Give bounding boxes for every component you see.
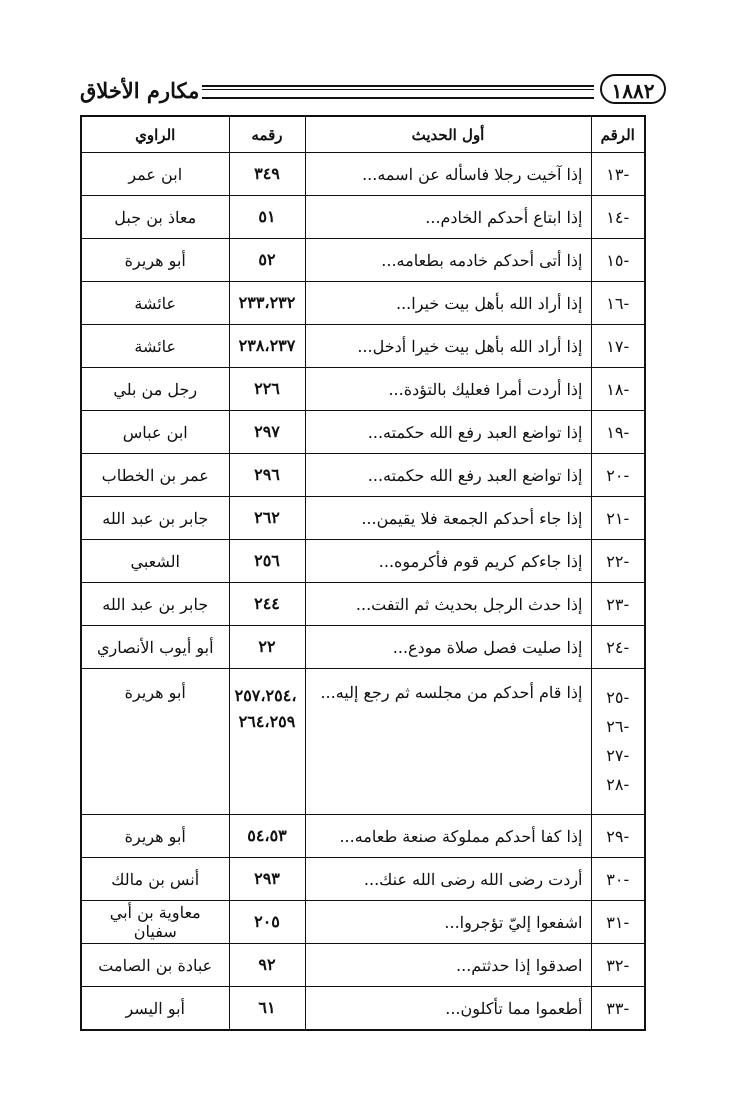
column-header-number: الرقم	[591, 116, 645, 153]
cell-reference	[229, 944, 305, 987]
cell-number	[591, 368, 645, 411]
cell-first-words: إذا جاءكم كريم قوم فأكرموه...	[305, 540, 591, 583]
hadith-number: -١٤	[606, 207, 630, 227]
cell-reference	[229, 325, 305, 368]
cell-number	[591, 901, 645, 944]
hadith-number: -٣٢	[606, 955, 630, 975]
hadith-number: -٢٠	[606, 465, 630, 485]
cell-number	[591, 239, 645, 282]
cell-first-words: أردت رضى الله رضى الله عنك...	[305, 858, 591, 901]
reference-number: ٢٣٣،٢٣٢	[238, 293, 296, 312]
cell-narrator: أبو هريرة	[81, 669, 229, 815]
reference-number: ٥٤،٥٣	[247, 826, 287, 845]
cell-number	[591, 858, 645, 901]
cell-first-words: إذا ابتاع أحدكم الخادم...	[305, 196, 591, 239]
reference-number: ٦١	[258, 998, 276, 1017]
reference-number: ٩٢	[258, 955, 276, 974]
cell-narrator: أبو هريرة	[81, 239, 229, 282]
cell-narrator: رجل من بلي	[81, 368, 229, 411]
cell-number	[591, 196, 645, 239]
reference-number: ٥٢	[258, 250, 276, 269]
reference-number: ،٢٥٧،٢٥٤	[234, 686, 297, 705]
cell-narrator: عمر بن الخطاب	[81, 454, 229, 497]
table-row	[81, 944, 645, 987]
cell-reference	[229, 497, 305, 540]
cell-reference	[229, 282, 305, 325]
hadith-number: -٢٧	[606, 746, 630, 765]
hadith-number: -٢٤	[606, 637, 630, 657]
cell-number	[591, 282, 645, 325]
reference-number: ٢٩٧	[254, 422, 280, 441]
cell-reference	[229, 153, 305, 196]
cell-number	[591, 454, 645, 497]
table-row	[81, 669, 645, 815]
table-row	[81, 901, 645, 944]
cell-narrator: عائشة	[81, 325, 229, 368]
column-header-narrator: الراوي	[81, 116, 229, 153]
hadith-number: -١٨	[606, 379, 630, 399]
cell-first-words: إذا كفا أحدكم مملوكة صنعة طعامه...	[305, 815, 591, 858]
column-header-reference: رقمه	[229, 116, 305, 153]
reference-number: ٢٠٥	[254, 912, 280, 931]
hadith-number: -٢٢	[606, 551, 630, 571]
cell-first-words: إذا أراد الله بأهل بيت خيرا...	[305, 282, 591, 325]
cell-narrator: الشعبي	[81, 540, 229, 583]
hadith-number: -٢٩	[606, 826, 630, 846]
cell-first-words: إذا قام أحدكم من مجلسه ثم رجع إليه...	[305, 669, 591, 815]
cell-narrator: أبو اليسر	[81, 987, 229, 1031]
cell-narrator: جابر بن عبد الله	[81, 583, 229, 626]
cell-narrator: أنس بن مالك	[81, 858, 229, 901]
hadith-number: -٣١	[606, 912, 630, 932]
reference-number: ٢٥٦	[254, 551, 280, 570]
table-row	[81, 815, 645, 858]
cell-reference	[229, 626, 305, 669]
cell-first-words: إذا أتى أحدكم خادمه بطعامه...	[305, 239, 591, 282]
reference-number: ٢٩٣	[254, 869, 280, 888]
cell-first-words: إذا تواضع العبد رفع الله حكمته...	[305, 411, 591, 454]
cell-first-words: إذا آخيت رجلا فاسأله عن اسمه...	[305, 153, 591, 196]
cell-number	[591, 411, 645, 454]
cell-reference	[229, 196, 305, 239]
cell-first-words: اشفعوا إليّ تؤجروا...	[305, 901, 591, 944]
table-row	[81, 153, 645, 196]
table-row	[81, 368, 645, 411]
hadith-index-table	[80, 115, 646, 1031]
cell-narrator: معاذ بن جبل	[81, 196, 229, 239]
table-header-row	[81, 116, 645, 153]
cell-narrator: أبو هريرة	[81, 815, 229, 858]
cell-narrator: أبو أيوب الأنصاري	[81, 626, 229, 669]
hadith-number: -٢٣	[606, 594, 630, 614]
page-header	[80, 76, 666, 110]
header-rule	[202, 85, 594, 99]
cell-first-words: اصدقوا إذا حدثتم...	[305, 944, 591, 987]
page-number: ١٨٨٢	[600, 74, 666, 104]
hadith-number: -٢١	[606, 508, 630, 528]
cell-number	[591, 583, 645, 626]
cell-narrator: ابن عمر	[81, 153, 229, 196]
cell-number	[591, 669, 645, 815]
cell-reference	[229, 858, 305, 901]
hadith-number: -١٧	[606, 336, 630, 356]
cell-reference	[229, 239, 305, 282]
reference-number: ٣٤٩	[254, 164, 280, 183]
cell-narrator: عائشة	[81, 282, 229, 325]
table-row	[81, 282, 645, 325]
cell-reference	[229, 583, 305, 626]
cell-number	[591, 540, 645, 583]
table-row	[81, 239, 645, 282]
hadith-number: -٣٠	[606, 869, 630, 889]
cell-number	[591, 626, 645, 669]
cell-first-words: إذا حدث الرجل بحديث ثم التفت...	[305, 583, 591, 626]
cell-number	[591, 497, 645, 540]
table-row	[81, 411, 645, 454]
reference-number: ٢٤٤	[254, 594, 280, 613]
cell-number	[591, 325, 645, 368]
cell-first-words: أطعموا مما تأكلون...	[305, 987, 591, 1031]
cell-first-words: إذا جاء أحدكم الجمعة فلا يقيمن...	[305, 497, 591, 540]
cell-reference	[229, 669, 305, 815]
table-row	[81, 540, 645, 583]
cell-narrator: جابر بن عبد الله	[81, 497, 229, 540]
reference-number: ٢٦٤،٢٥٩	[238, 712, 296, 731]
table-row	[81, 454, 645, 497]
cell-narrator: معاوية بن أبي سفيان	[81, 901, 229, 944]
table-row	[81, 325, 645, 368]
table-row	[81, 987, 645, 1031]
cell-reference	[229, 540, 305, 583]
cell-number	[591, 944, 645, 987]
reference-number: ٢٩٦	[254, 465, 280, 484]
table-row	[81, 196, 645, 239]
reference-number: ٥١	[258, 207, 276, 226]
cell-number	[591, 987, 645, 1031]
table-row	[81, 858, 645, 901]
hadith-number: -٢٦	[606, 717, 630, 736]
reference-number: ٢٦٢	[254, 508, 280, 527]
hadith-number: -٢٨	[606, 775, 630, 794]
reference-number: ٢٣٨،٢٣٧	[238, 336, 296, 355]
hadith-number: -١٥	[606, 250, 630, 270]
cell-first-words: إذا صليت فصل صلاة مودع...	[305, 626, 591, 669]
column-header-first-words: أول الحديث	[305, 116, 591, 153]
cell-reference	[229, 987, 305, 1031]
cell-reference	[229, 368, 305, 411]
cell-first-words: إذا تواضع العبد رفع الله حكمته...	[305, 454, 591, 497]
reference-number: ٢٢٦	[254, 379, 280, 398]
table-row	[81, 497, 645, 540]
cell-first-words: إذا أراد الله بأهل بيت خيرا أدخل...	[305, 325, 591, 368]
cell-reference	[229, 411, 305, 454]
cell-number	[591, 815, 645, 858]
hadith-number: -١٣	[606, 164, 630, 184]
cell-number	[591, 153, 645, 196]
cell-narrator: عبادة بن الصامت	[81, 944, 229, 987]
hadith-number: -٢٥	[606, 688, 630, 707]
cell-reference	[229, 815, 305, 858]
book-title: مكارم الأخلاق	[80, 78, 200, 103]
table-row	[81, 583, 645, 626]
table-row	[81, 626, 645, 669]
hadith-number: -١٦	[606, 293, 630, 313]
hadith-number: -٣٣	[606, 998, 630, 1018]
reference-number: ٢٢	[258, 637, 276, 656]
hadith-number: -١٩	[606, 422, 630, 442]
cell-reference	[229, 454, 305, 497]
cell-first-words: إذا أردت أمرا فعليك بالتؤدة...	[305, 368, 591, 411]
cell-reference	[229, 901, 305, 944]
cell-narrator: ابن عباس	[81, 411, 229, 454]
